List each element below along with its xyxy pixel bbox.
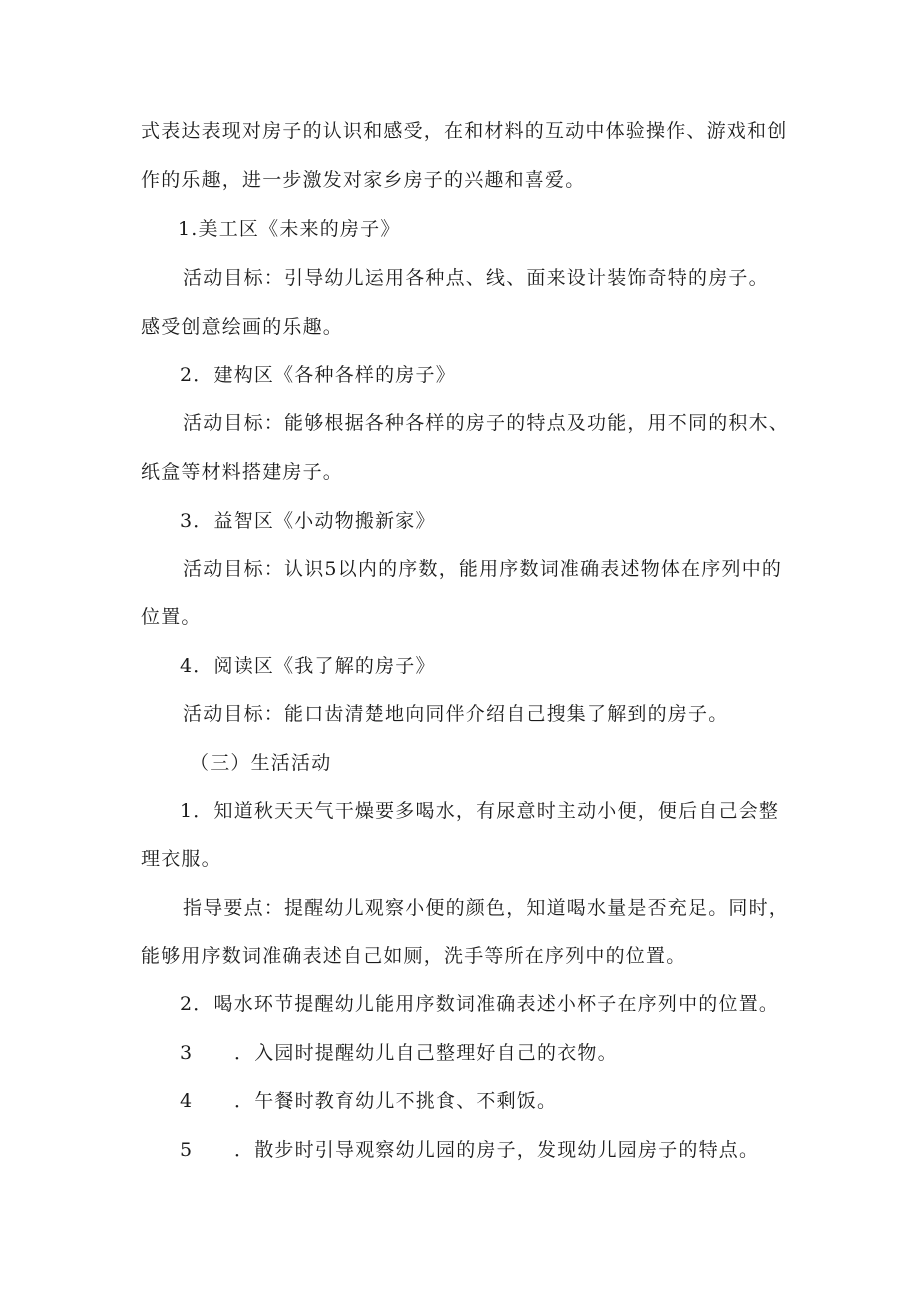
paragraph-line: 活动目标：认识5以内的序数，能用序数词准确表述物体在序列中的 — [183, 558, 783, 580]
paragraph-line: 2．喝水环节提醒幼儿能用序数词准确表述小杯子在序列中的位置。 — [180, 993, 780, 1015]
item-text: ．午餐时教育幼儿不挑食、不剩饭。 — [234, 1090, 558, 1112]
numbered-item — [180, 1088, 557, 1114]
subsection-heading: （三）生活活动 — [190, 752, 332, 774]
paragraph-line: 纸盒等材料搭建房子。 — [141, 461, 344, 483]
section-heading: 3．益智区《小动物搬新家》 — [180, 510, 436, 532]
section-heading: 1.美工区《未来的房子》 — [178, 218, 401, 240]
paragraph-line: 活动目标：能口齿清楚地向同伴介绍自己搜集了解到的房子。 — [183, 703, 729, 725]
numbered-item — [180, 1040, 618, 1066]
paragraph-line: 作的乐趣，进一步激发对家乡房子的兴趣和喜爱。 — [141, 169, 586, 191]
paragraph-line: 1．知道秋天天气干燥要多喝水，有尿意时主动小便，便后自己会整 — [180, 800, 780, 822]
paragraph-line: 感受创意绘画的乐趣。 — [141, 316, 344, 338]
paragraph-line: 指导要点：提醒幼儿观察小便的颜色，知道喝水量是否充足。同时， — [183, 897, 790, 919]
paragraph-line: 理衣服。 — [141, 848, 222, 870]
item-number: 3 — [180, 1042, 194, 1064]
item-number: 5 — [180, 1139, 194, 1161]
paragraph-line: 式表达表现对房子的认识和感受，在和材料的互动中体验操作、游戏和创 — [141, 120, 788, 142]
item-text: ．入园时提醒幼儿自己整理好自己的衣物。 — [234, 1042, 618, 1064]
numbered-item — [180, 1137, 759, 1163]
item-number: 4 — [180, 1090, 194, 1112]
paragraph-line: 活动目标：能够根据各种各样的房子的特点及功能，用不同的积木、 — [183, 412, 790, 434]
paragraph-line: 位置。 — [141, 606, 202, 628]
paragraph-line: 能够用序数词准确表述自己如厕，洗手等所在序列中的位置。 — [141, 945, 687, 967]
item-text: ．散步时引导观察幼儿园的房子，发现幼儿园房子的特点。 — [234, 1139, 760, 1161]
paragraph-line: 活动目标：引导幼儿运用各种点、线、面来设计装饰奇特的房子。 — [183, 267, 769, 289]
section-heading: 2．建构区《各种各样的房子》 — [180, 364, 456, 386]
section-heading: 4．阅读区《我了解的房子》 — [180, 655, 436, 677]
